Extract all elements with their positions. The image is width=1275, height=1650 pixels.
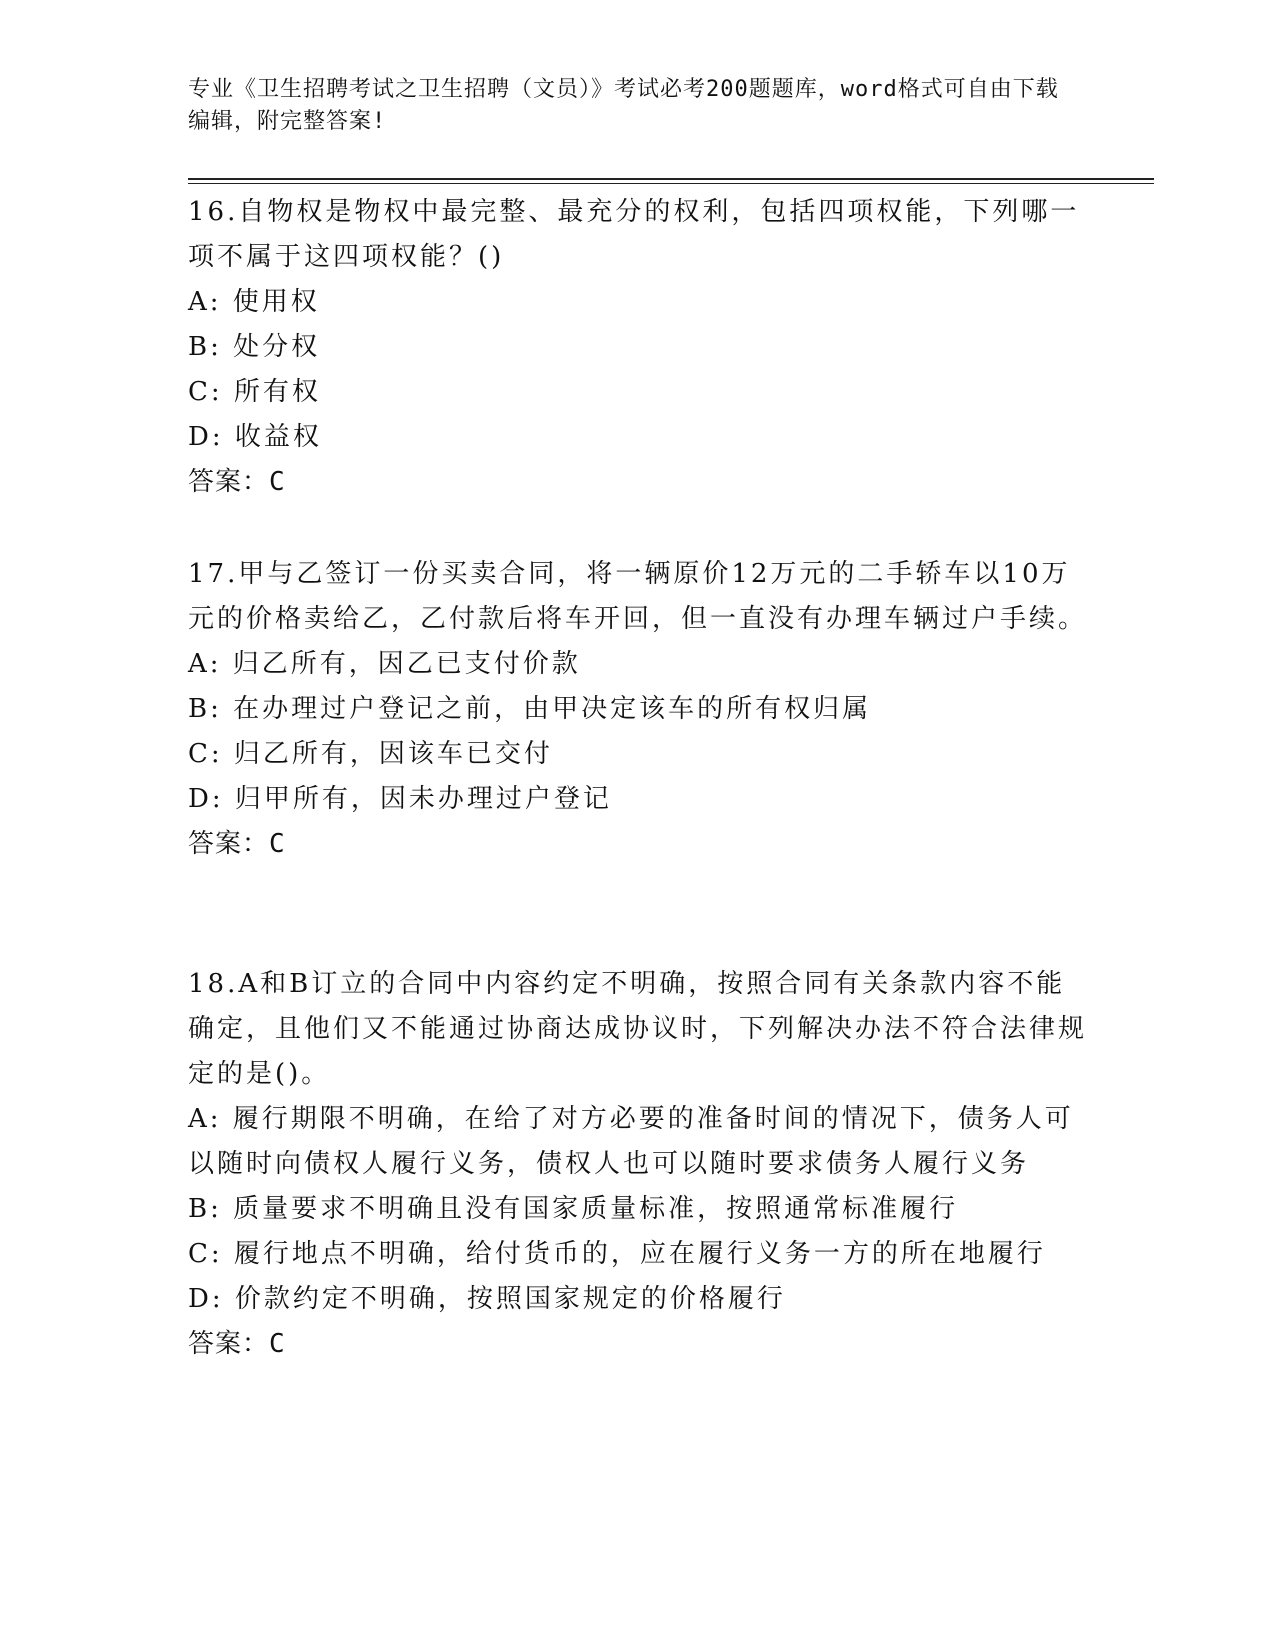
option-a: A: 履行期限不明确，在给了对方必要的准备时间的情况下，债务人可以随时向债权人履行义务，债权人也可以随时要求债务人履行义务 — [188, 1104, 1074, 1179]
answer-label: 答案： — [188, 467, 270, 497]
answer-label: 答案： — [188, 829, 270, 859]
question-stem: 16.自物权是物权中最完整、最充分的权利，包括四项权能，下列哪一项不属于这四项权能？() — [188, 197, 1080, 272]
option-b: B: 处分权 — [188, 332, 321, 362]
question-stem: 18.A和B订立的合同中内容约定不明确，按照合同有关条款内容不能确定，且他们又不能通过协商达成协议时，下列解决办法不符合法律规定的是()。 — [188, 969, 1088, 1089]
option-b: B: 在办理过户登记之前，由甲决定该车的所有权归属 — [188, 694, 872, 724]
header-divider-thick — [188, 178, 1154, 180]
answer-label: 答案： — [188, 1329, 270, 1359]
option-c: C: 履行地点不明确，给付货币的，应在履行义务一方的所在地履行 — [188, 1239, 1046, 1269]
option-c: C: 归乙所有，因该车已交付 — [188, 739, 553, 769]
question-18 — [188, 962, 1088, 1367]
option-c: C: 所有权 — [188, 377, 321, 407]
answer-value: C — [269, 467, 286, 497]
answer-line — [188, 460, 1088, 505]
option-d: D: 价款约定不明确，按照国家规定的价格履行 — [188, 1284, 786, 1314]
question-17 — [188, 552, 1088, 867]
page-header-text: 专业《卫生招聘考试之卫生招聘（文员）》考试必考200题题库，word格式可自由下载编辑，附完整答案! — [188, 77, 1059, 134]
question-16 — [188, 190, 1088, 505]
answer-line — [188, 1322, 1088, 1367]
answer-value: C — [269, 1329, 286, 1359]
option-d: D: 归甲所有，因未办理过户登记 — [188, 784, 612, 814]
option-b: B: 质量要求不明确且没有国家质量标准，按照通常标准履行 — [188, 1194, 959, 1224]
option-d: D: 收益权 — [188, 422, 322, 452]
answer-line — [188, 822, 1088, 867]
option-a: A: 使用权 — [188, 287, 320, 317]
option-a: A: 归乙所有，因乙已支付价款 — [188, 649, 581, 679]
answer-value: C — [269, 829, 286, 859]
question-stem: 17.甲与乙签订一份买卖合同，将一辆原价12万元的二手轿车以10万元的价格卖给乙，乙付款后将车开回，但一直没有办理车辆过户手续。 — [188, 559, 1088, 634]
header-divider-thin — [188, 183, 1154, 184]
